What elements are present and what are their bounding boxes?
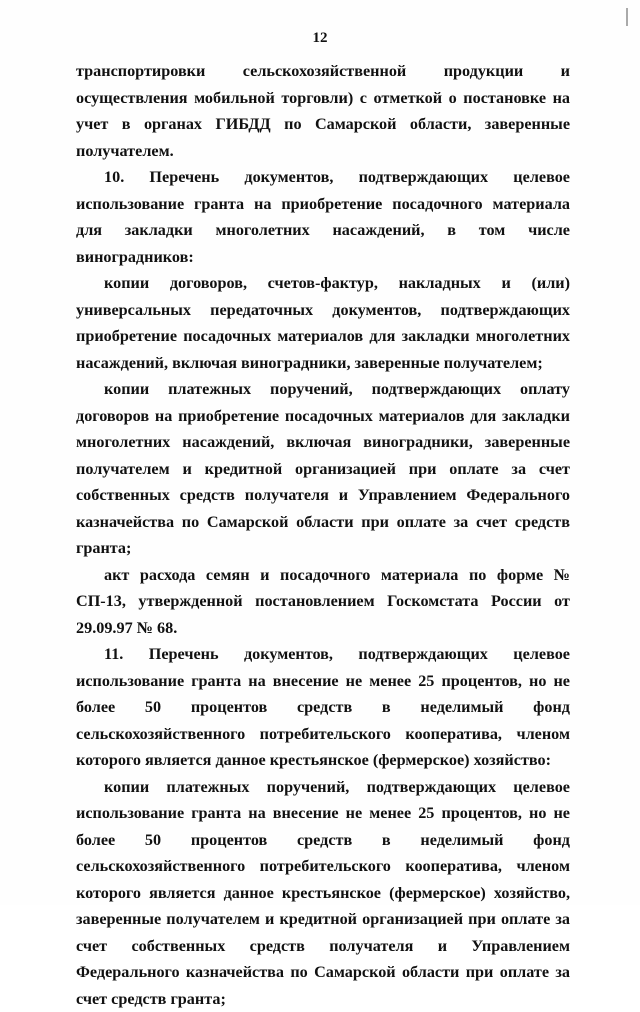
paragraph-payment-orders: копии платежных поручений, подтверждающих оплату договоров на приобретение посадочных материалов для закладки многолетних насаждений, включая виноградники, заверенные получателем и кредитной организацией при оплате за счет собственных средств получателя и Управлением Федерального казначейства по Самарской области при оплате за счет средств гранта; — [76, 376, 570, 562]
paragraph-contract-copies: копии договоров, счетов-фактур, накладных и (или) универсальных передаточных документов, подтверждающих приобретение посадочных материалов для закладки многолетних насаждений, включая виноградники, заверенные получателем; — [76, 270, 570, 376]
paragraph-continuation: транспортировки сельскохозяйственной продукции и осуществления мобильной торговли) с отметкой о постановке на учет в органах ГИБДД по Самарской области, заверенные получателем. — [76, 58, 570, 164]
document-body — [76, 58, 570, 1012]
paragraph-fund-payment-orders: копии платежных поручений, подтверждающих целевое использование гранта на внесение не менее 25 процентов, но не более 50 процентов средств в неделимый фонд сельскохозяйственного потребительского кооператива, членом которого является данное крестьянское (фермерское) хозяйство, заверенные получателем и кредитной организацией при оплате за счет собственных средств получателя и Управлением Федерального казначейства по Самарской области при оплате за счет средств гранта; — [76, 774, 570, 1012]
paragraph-item-10: 10. Перечень документов, подтверждающих целевое использование гранта на приобретение посадочного материала для закладки многолетних насаждений, в том числе виноградников: — [76, 164, 570, 270]
paragraph-item-11: 11. Перечень документов, подтверждающих целевое использование гранта на внесение не менее 25 процентов, но не более 50 процентов средств в неделимый фонд сельскохозяйственного потребительского кооператива, членом которого является данное крестьянское (фермерское) хозяйство: — [76, 641, 570, 774]
page-number: 12 — [0, 30, 640, 47]
scan-artifact — [626, 8, 628, 26]
paragraph-seed-act: акт расхода семян и посадочного материала по форме № СП-13, утвержденной постановлением Госкомстата России от 29.09.97 № 68. — [76, 562, 570, 642]
